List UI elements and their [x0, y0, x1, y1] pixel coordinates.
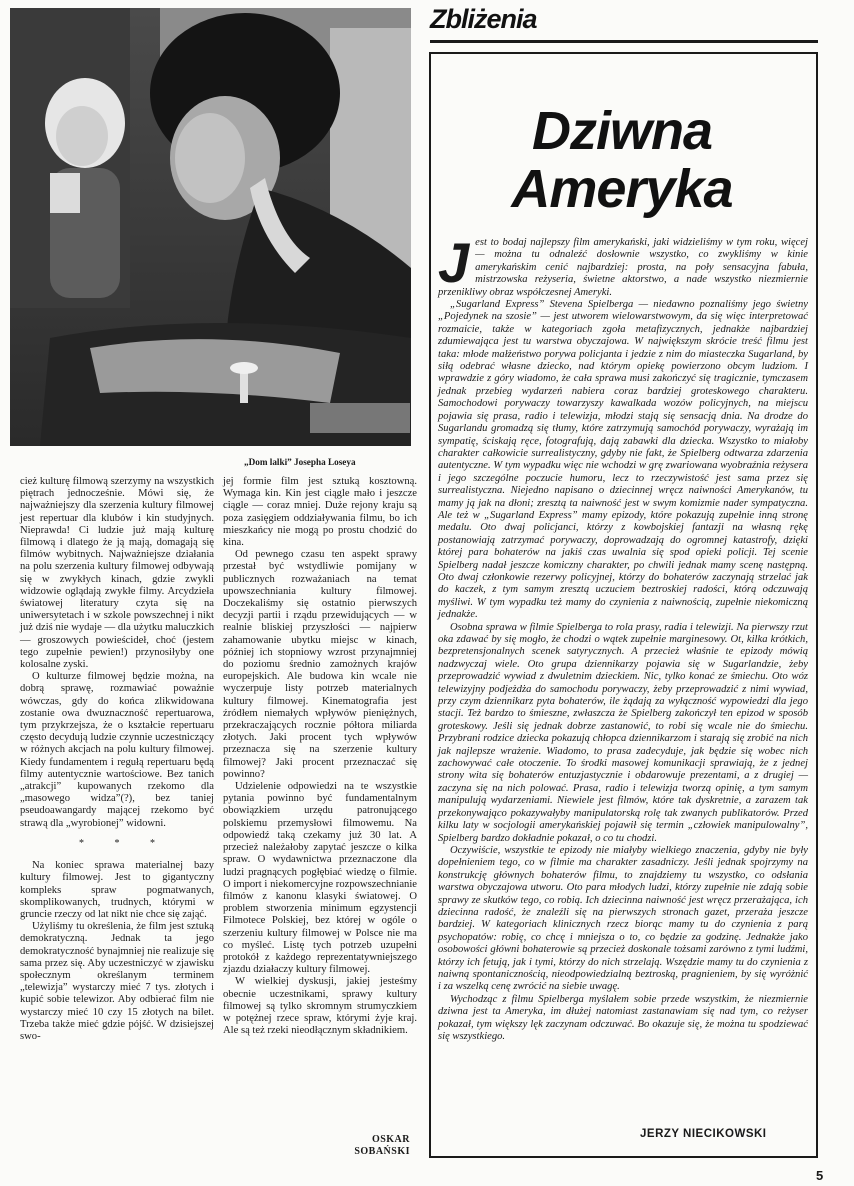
- article-paragraph: cież kulturę filmową szerzymy na wszystkich piętrach jednocześnie. Mówi się, że najważniejszy dla szerzenia kultury filmowej jest repertuar dla klubów i kin studyjnych. Nieprawda! Ci ludzie już mają kulturę filmową i dlatego że ją mają, domagają się filmów wybitnych. Najważniejsze działania na polu szerzenia kultury filmowej odbywają się w zwykłych kinach, gdzie zwykli widzowie oglądają zwykłe filmy. Arcydzieła światowej literatury czyta się na uniwersytetach i w szkole powszechnej i nikt już dziś nie wydaje — dla użytku maluczkich — groszowych powieścideł, choć (jestem tego zupełnie pewien!) przynosiłyby one kolosalne zyski.: [20, 476, 214, 671]
- article-paragraph: „Sugarland Express” Stevena Spielberga — niedawno poznaliśmy jego świetny „Pojedynek na szosie” — jest utworem wielowarstwowym, da się więc interpretować rozmaicie, także w kategoriach zgoła metafizycznych, jednakże najbardziej zdumiewająca jest tu warstwa obyczajowa. W największym skrócie treść filmu jest taka: młode małżeństwo porywa policjanta i jedzie z nim do miasteczka Sugarland, by siłą odebrać własne dziecko, nad którym opiekę powierzono obcym ludziom. I wprawdzie z góry wiadomo, że cała sprawa musi zakończyć się tragicznie, tymczasem jednak przebieg wydarzeń nabiera coraz bardziej groteskowego charakteru. Samochodowi porywaczy towarzyszy kawalkada wozów policyjnych, na miejscu pojawia się prasa, radio i telewizja, młodzi stają się sensacją dnia. Na drodze do Sugarlandu gromadzą się tłumy, które zatrzymują samochód porywaczy, wyrażają im sympatię, ściskają ręce, fotografują, dają zabawki dla dziecka. Wszystko to miałoby charakter całkowicie surrealistyczny, gdyby nie fakt, że Spielberg odtwarza zdarzenia autentyczne. W tym wypadku więc nie wchodzi w grę zwariowana wyobraźnia reżysera i jego szczególne poczucie humoru, lecz to rzeczywistość jest sama przez się surrealistyczna. Niejedno napisano o dziecinnej wręcz naiwności Amerykanów, tu mamy ją jak na dłoni; zresztą ta naiwność jest w swym komizmie nader sympatyczna. Ale też w „Sugarland Express” mamy epizody, które pokazują zupełnie inną stronę medalu. Oto dwaj policjanci, którzy z kowbojskiej fantazji na własną rękę postanowiają zatrzymać porywaczy, doprowadzają do ogromnej katastrofy, dzięki której para bohaterów na jakiś czas uwalnia się spod opieki policji. Tej scenie Spielberg nadał jeszcze komiczny charakter, po chwili jednak mamy scenę następną. Oto dwaj członkowie rezerwy policyjnej, którzy do bohaterów zaczynają strzelać jak do kaczek, z tym samym zresztą uczuciem beztroskiej radości, którą odczuwają myśliwi. W tym wypadku też mamy do czynienia z naiwnością, zupełnie niekomiczną jednakże.: [438, 299, 808, 621]
- article-paragraph: jej formie film jest sztuką kosztowną. Wymaga kin. Kin jest ciągle mało i jeszcze ciągle — coraz mniej. Duże rejony kraju są poza zasięgiem oddziaływania filmu, bo ich mieszkańcy nie mogą po prostu chodzić do kina.: [223, 476, 417, 549]
- headline-line-1: Dziwna: [531, 101, 713, 161]
- article-paragraph: W wielkiej dyskusji, jakiej jesteśmy obecnie uczestnikami, sprawy kultury filmowej są tylko skromnym strumyczkiem w potężnej rzece spraw, którymi żyje kraj. Ale są też rzeki nieodłącznym składnikiem.: [223, 976, 417, 1037]
- article-paragraph: Od pewnego czasu ten aspekt sprawy przestał być wstydliwie pomijany w publicznych rozważaniach na temat upowszechniania kultury filmowej. Doczekaliśmy się ostatnio pierwszych decyzji partii i rządu przewidujących — w realnie bliskiej przyszłości — najpierw zahamowanie ubytku miejsc w kinach, później ich stopniowy wzrost przynajmniej do poziomu średnio zamożnych krajów europejskich. Ale budowa kin wcale nie wyczerpuje listy potrzeb materialnych kultury filmowej. Kinematografia jest źródłem niemałych wpływów pieniężnych, przekraczających rocznie półtora miliarda złotych. Jaki procent tych wpływów przeznacza się na szerzenie kultury filmowej? Jaki procent przeznaczać się powinno?: [223, 549, 417, 780]
- author-signature-left: OSKAR SOBAŃSKI: [354, 1134, 410, 1157]
- article-paragraph: O kulturze filmowej będzie można, na dobrą sprawę, rozmawiać poważnie wówczas, gdy do końca zlikwidowana zostanie owa dwuznaczność repertuarowa, tym przykrzejsza, że o kształcie repertuaru często decydują ludzie czynnie uczestniczący w różnych akcjach na polu kultury filmowej. Kiedy fundamentem i regułą repertuaru będą filmy autentycznie wartościowe. Bez tanich „atrakcji” kupowanych rzekomo dla „masowego widza”(?), bez taniej pseudoawangardy mającej rzekomo być strawą dla „wyrobionej” widowni.: [20, 671, 214, 829]
- headline-line-2: Ameryka: [511, 159, 733, 219]
- photo-caption: „Dom lalki” Josepha Loseya: [244, 457, 356, 467]
- article-paragraph: Udzielenie odpowiedzi na te wszystkie pytania powinno być fundamentalnym obowiązkiem urzędu patronującego polskiemu przemysłowi filmowemu. Na odpowiedź taką czekamy już 30 lat. A przecież należałoby zapytać jeszcze o kilka spraw. O wydawnictwa przeznaczone dla ludzi pragnących pogłębiać wiedzę o filmie. O import i niekomercyjne rozpowszechnianie filmów z kanonu klasyki światowej. O problem stworzenia minimum egzystencji Filmotece Polskiej, bez której w ogóle o szerzeniu kultury filmowej w Polsce nie ma co myśleć. Listę tych potrzeb uzupełni protokół z każdego reprezentatywniejszego zjazdu działaczy kultury filmowej.: [223, 781, 417, 976]
- article-paragraph: Na koniec sprawa materialnej bazy kultury filmowej. Jest to gigantyczny kompleks spraw pogmatwanych, skomplikowanych, trudnych, którymi w gruncie rzeczy od lat nikt nie chce się zająć.: [20, 860, 214, 920]
- left-article-column-2: [223, 476, 417, 1037]
- page-number: 5: [816, 1168, 824, 1183]
- review-article-body: [438, 231, 808, 1043]
- left-article-column-1: [20, 476, 214, 1043]
- section-separator: * * *: [79, 837, 169, 849]
- drop-cap: J: [438, 231, 470, 294]
- article-paragraph: Oczywiście, wszystkie te epizody nie miałyby wielkiego znaczenia, gdyby nie były dopełnieniem tego, co w filmie ma charakter zasadniczy. Jeśli jednak spojrzymy na konstrukcję głównych bohaterów filmu, to znajdziemy tu wszystko, co odsłania warstwa obyczajowa utworu. Oto para młodych ludzi, którzy zupełnie nie zdają sobie sprawy ze skutków tego, co robią. Ich dziecinna naiwność jest wręcz przerażająca, ich dziecinna radość, że znaleźli się na pierwszych stronach gazet, przeraża jeszcze bardziej. W kategoriach klinicznych rzecz biorąc mamy tu do czynienia z parą psychopatów: robię, co chcę i mniejsza o to, co będzie za godzinę. Jednakże jako osobowości główni bohaterowie są przecież doskonale tożsami zarówno z tymi ludźmi, którzy ich fetują, jak i tymi, którzy do nich strzelają. Wszędzie mamy tu do czynienia z naiwną spontanicznością, nieodpowiedzialną beztroską, pragnieniem, by się wyróżnić i za wszelką cenę zwrócić na siebie uwagę.: [438, 844, 808, 993]
- film-still-illustration: [10, 8, 411, 446]
- header-rule: [430, 40, 818, 43]
- film-still-photo: [10, 8, 411, 446]
- article-paragraph: Osobna sprawa w filmie Spielberga to rola prasy, radia i telewizji. Na pierwszy rzut oka zdawać by się mogło, że chodzi o wątek zupełnie marginesowy. Ot, kilka krótkich, bezpretensjonalnych scenek satyrycznych. A przecież właśnie te epizody mówią nadzwyczaj wiele. Oto grupa dziennikarzy pojawia się w Sugarlandzie, żeby przeprowadzić wywiad z dwuletnim dzieckiem. Nic, tylko konać ze śmiechu. Oto wóz telewizyjny podjeżdża do samochodu porywaczy, żeby przeprowadzić z nimi wywiad, przy czym dziennikarz pyta bohaterów, ile żądają za wyłączność wypowiedzi dla jego stacji. Też bardzo to śmieszne, zwłaszcza że Spielberg zakończył ten epizod w sposób groteskowy. Jeśli się jednak dobrze zastanowić, to robi się wcale nie do śmiechu. Przybrani rodzice dziecka pokazują chłopca dziennikarzom i starają się zrobić na nich jak najlepsze wrażenie. Wiadomo, to prasa zadecyduje, jak będzie się wobec nich zachowywać całe otoczenie. To środki masowej komunikacji sprawiają, że z jednej strony wita się bohaterów entuzjastycznie i obdarowuje prezentami, a z drugiej — zaczyna się na nich polować. Prasa, radio i telewizja tworzą opinię, a tym samym manipulują wydarzeniami. Niewiele jest filmów, które tak dyskretnie, a zarazem tak przekonywająco pokazywałyby manipulatorską rolę tak zwanych publikatorów. Przed kilku laty w socjologii amerykańskiej pojawił się termin „człowiek manipulowalny”, Spielberg bardzo dokładnie pokazał, o co tu chodzi.: [438, 621, 808, 844]
- section-title: Zbliżenia: [430, 4, 537, 34]
- author-signature: JERZY NIECIKOWSKI: [640, 1128, 767, 1140]
- article-paragraph: Użyliśmy tu określenia, że film jest sztuką demokratyczną. Jednak ta jego demokratyczność bynajmniej nie realizuje się sama przez się. Aby uczestniczyć w zjawisku społecznym określanym terminem „telewizja” wystarczy mieć 7 tys. złotych i kupić sobie telewizor. Aby odbierać film nie wystarczy mieć 10 czy 15 złotych na bilet. Trzeba także mieć gdzie pójść. W dzisiejszej swo-: [20, 921, 214, 1042]
- article-headline: [430, 102, 814, 218]
- article-paragraph: Jest to bodaj najlepszy film amerykański, jaki widzieliśmy w tym roku, więcej — można tu odnaleźć dosłownie wszystko, co zwykliśmy w kinie amerykańskim cenić najbardziej: prosta, na poły sensacyjna fabuła, mistrzowska reżyseria, świetne aktorstwo, a nade wszystko niezmiernie przenikliwy obraz współczesnej Ameryki.: [438, 231, 808, 298]
- article-paragraph: Wychodząc z filmu Spielberga myślałem sobie przede wszystkim, że niezmiernie dziwna jest ta Ameryka, im dłużej natomiast zastanawiam się nad tym, co reżyser pokazał, tym większy lęk zaczynam odczuwać. Bo okazuje się, że można tu spodziewać się wszystkiego.: [438, 993, 808, 1042]
